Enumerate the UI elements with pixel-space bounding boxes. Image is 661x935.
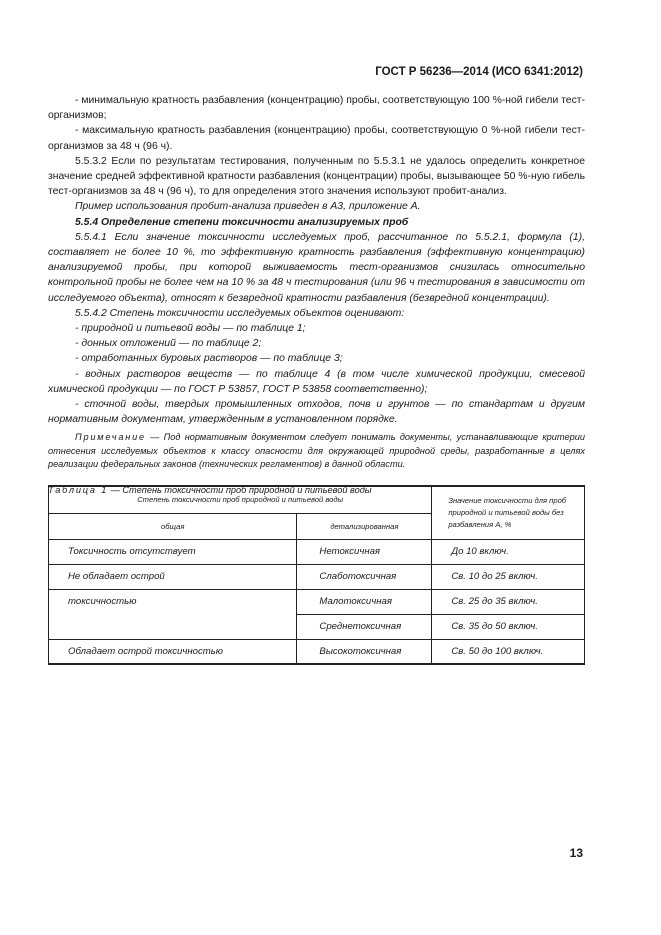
table-row [49,564,585,589]
cell-value: Св. 50 до 100 включ. [432,639,585,664]
paragraph-5-5-4-2: 5.5.4.2 Степень токсичности исследуемых объектов оценивают: [75,307,405,319]
note-label: Примечание [75,432,146,443]
cell-value: Св. 25 до 35 включ. [432,589,585,614]
list-item: - водных растворов веществ — по таблице 4 (в том числе химической продукции, смесевой химической продукции — по ГОСТ Р 53857, ГОСТ Р 53858 соответственно); [48,368,585,395]
note [48,431,585,471]
paragraph-min-dilution: - минимальную кратность разбавления (концентрацию) пробы, соответствующую 100 %-ной гибели тест-организмов; [48,95,585,122]
cell-general: Токсичность отсутствует [49,539,297,564]
table-header-general: общая [49,513,297,539]
paragraph-5-5-3-2: 5.5.3.2 Если по результатам тестирования, полученным по 5.5.3.1 не удалось определить конкретное значение средней эффективной кратности разбавления (концентрации) пробы, вызывающее 50 %-ную гибель тест-организмов за 48 ч (96 ч), то для определения этого значения используют пробит-анализ. [48,155,585,198]
list-item: - сточной воды, твердых промышленных отходов, почв и грунтов — по стандартам и другим нормативным документам, утвержденным в установленном порядке. [48,399,585,426]
note-text: — Под нормативным документом следует понимать документы, устанавливающие критерии отнесения исследуемых объектов к классу опасности для окружающей природной среды, разработанные в целях реализации федеральных законов (технических регламентов) в данной области. [48,432,585,470]
cell-detailed: Нетоксичная [297,539,432,564]
table-row [49,639,585,664]
cell-value: Св. 10 до 25 включ. [432,564,585,589]
cell-detailed: Среднетоксичная [297,614,432,639]
table-header-group: Степень токсичности проб природной и питьевой воды [49,486,432,513]
table-header-value: Значение токсичности для проб природной и питьевой воды без разбавления А, % [432,486,585,539]
cell-general: Обладает острой токсичностью [49,639,297,664]
cell-general: Не обладает острой [49,564,297,589]
page-number: 13 [569,846,583,860]
table-row [49,539,585,564]
list-item: - донных отложений — по таблице 2; [75,338,262,350]
list-item: - природной и питьевой воды — по таблице 1; [75,323,306,335]
paragraph-max-dilution: - максимальную кратность разбавления (концентрацию) пробы, соответствующую 0 %-ной гибели тест-организмов за 48 ч (96 ч). [48,125,585,152]
table-row [49,614,585,639]
cell-value: До 10 включ. [432,539,585,564]
paragraph-5-5-4-1: 5.5.4.1 Если значение токсичности исследуемых проб, рассчитанное по 5.5.2.1, формула (1), составляет не более 10 %, то эффективную кратность разбавления (эффективную концентрацию) анализируемой пробы, при которой выживаемость тест-организмов снизилась относительно контрольной пробы не более чем на 10 % за 48 ч тестирования (или 96 ч тестирования в зависимости от исследуемого объекта), относят к безвредной кратности разбавления (безвредной концентрации). [48,231,585,304]
cell-general [49,614,297,639]
table-header-detailed: детализированная [297,513,432,539]
cell-detailed: Малотоксичная [297,589,432,614]
cell-general: токсичностью [49,589,297,614]
table-row [49,589,585,614]
cell-value: Св. 35 до 50 включ. [432,614,585,639]
cell-detailed: Слаботоксичная [297,564,432,589]
document-code: ГОСТ Р 56236—2014 (ИСО 6341:2012) [375,66,583,78]
cell-detailed: Высокотоксичная [297,639,432,664]
page-body [48,93,585,504]
table-caption-label: Таблица 1 [48,484,109,495]
section-heading-5-5-4: 5.5.4 Определение степени токсичности анализируемых проб [75,216,409,228]
toxicity-table [48,485,585,665]
list-item: - отработанных буровых растворов — по таблице 3; [75,353,343,365]
paragraph-probit-example: Пример использования пробит-анализа приведен в А3, приложение А. [75,201,421,213]
table-caption-text: — Степень токсичности проб природной и питьевой воды [108,484,372,495]
